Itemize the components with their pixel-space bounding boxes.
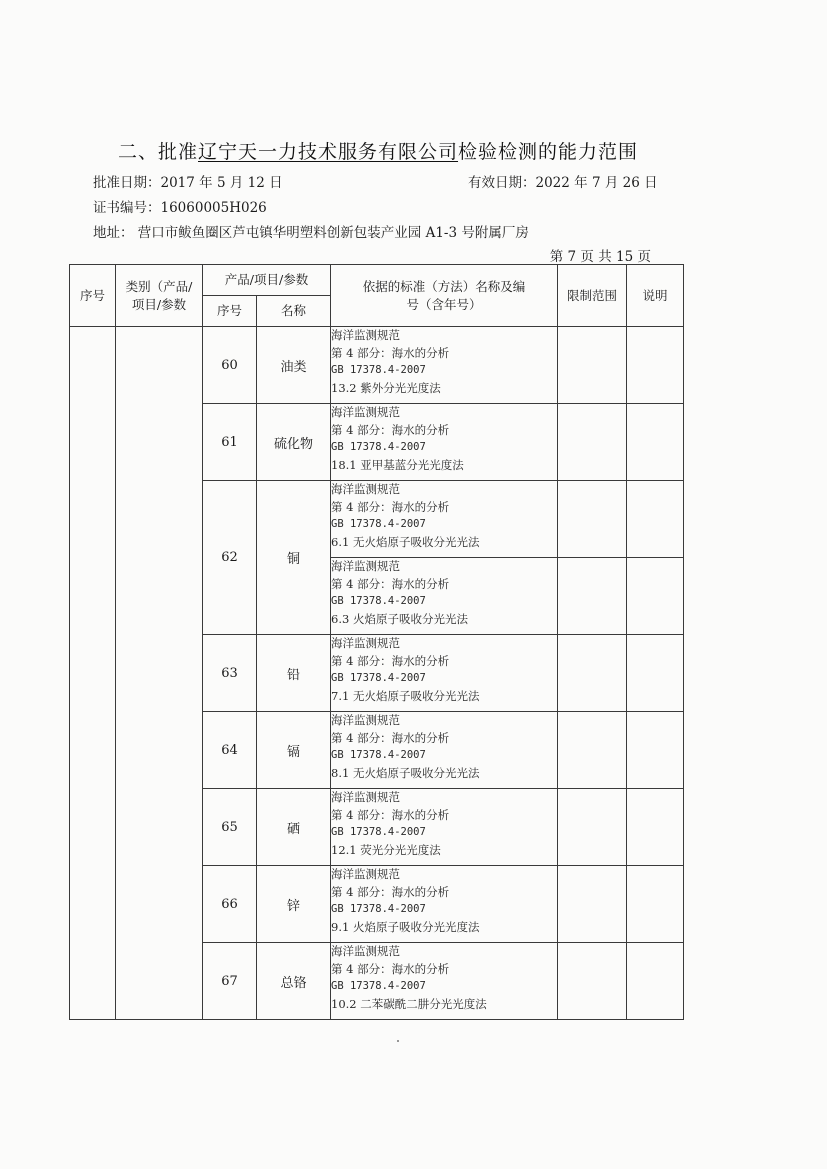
item-name: 油类: [257, 327, 331, 404]
item-name: 铅: [257, 635, 331, 712]
standard-line: 第 4 部分：海水的分析: [331, 807, 450, 822]
page-heading: [118, 137, 638, 164]
header-limit: 限制范围: [558, 265, 627, 327]
valid-date: 有效日期：2022 年 7 月 26 日: [468, 175, 658, 191]
note-cell: [627, 789, 684, 866]
limit-cell: [558, 558, 627, 635]
header-category: 类别（产品/项目/参数: [116, 265, 203, 327]
standard-line: GB 17378.4-2007: [331, 826, 426, 839]
category-cell: [116, 327, 203, 1020]
limit-cell: [558, 943, 627, 1020]
note-cell: [627, 635, 684, 712]
standard-line: 海洋监测规范: [331, 482, 400, 496]
standard-line: GB 17378.4-2007: [331, 903, 426, 916]
note-cell: [627, 404, 684, 481]
certificate-number: 证书编号：16060005H026: [93, 200, 267, 216]
standard-cell: [331, 943, 558, 1020]
standard-line: 第 4 部分：海水的分析: [331, 422, 450, 437]
standard-line: 海洋监测规范: [331, 636, 400, 650]
limit-cell: [558, 327, 627, 404]
header-standard: 依据的标准（方法）名称及编号（含年号）: [331, 265, 558, 327]
item-number: 64: [203, 712, 257, 789]
standard-line: 8.1 无火焰原子吸收分光光法: [331, 765, 480, 780]
address: 地址： 营口市鲅鱼圈区芦屯镇华明塑料创新包装产业园 A1-3 号附属厂房: [93, 225, 529, 241]
capability-table: [69, 264, 684, 1020]
heading-company: 辽宁天一力技术服务有限公司: [198, 141, 459, 163]
standard-line: 海洋监测规范: [331, 713, 400, 727]
item-number: 65: [203, 789, 257, 866]
note-cell: [627, 943, 684, 1020]
item-number: 63: [203, 635, 257, 712]
standard-line: 12.1 荧光分光光度法: [331, 842, 441, 857]
item-number: 66: [203, 866, 257, 943]
limit-cell: [558, 712, 627, 789]
standard-line: 6.3 火焰原子吸收分光光法: [331, 611, 468, 626]
limit-cell: [558, 789, 627, 866]
heading-suffix: 检验检测的能力范围: [458, 141, 639, 163]
limit-cell: [558, 481, 627, 558]
note-cell: [627, 866, 684, 943]
item-name: 铜: [257, 481, 331, 635]
standard-line: 第 4 部分：海水的分析: [331, 884, 450, 899]
standard-line: 海洋监测规范: [331, 790, 400, 804]
standard-line: 第 4 部分：海水的分析: [331, 653, 450, 668]
item-name: 锌: [257, 866, 331, 943]
seq-cell: [70, 327, 116, 1020]
standard-line: 第 4 部分：海水的分析: [331, 730, 450, 745]
standard-line: 海洋监测规范: [331, 944, 400, 958]
standard-line: 第 4 部分：海水的分析: [331, 345, 450, 360]
standard-line: 第 4 部分：海水的分析: [331, 576, 450, 591]
standard-line: 18.1 亚甲基蓝分光光度法: [331, 457, 464, 472]
item-name: 镉: [257, 712, 331, 789]
standard-line: GB 17378.4-2007: [331, 364, 426, 377]
item-number: 62: [203, 481, 257, 635]
limit-cell: [558, 635, 627, 712]
standard-line: 第 4 部分：海水的分析: [331, 499, 450, 514]
standard-line: 海洋监测规范: [331, 405, 400, 419]
item-name: 总铬: [257, 943, 331, 1020]
header-sub-seq: 序号: [203, 296, 257, 327]
item-number: 61: [203, 404, 257, 481]
standard-cell: [331, 866, 558, 943]
heading-prefix: 二、批准: [118, 141, 199, 163]
item-name: 硫化物: [257, 404, 331, 481]
item-number: 60: [203, 327, 257, 404]
standard-line: 10.2 二苯碳酰二肼分光光度法: [331, 996, 487, 1011]
standard-line: 第 4 部分：海水的分析: [331, 961, 450, 976]
approval-date: 批准日期：2017 年 5 月 12 日: [93, 175, 283, 191]
standard-cell: [331, 558, 558, 635]
scan-speck: [397, 1040, 399, 1042]
standard-line: GB 17378.4-2007: [331, 595, 426, 608]
item-name: 硒: [257, 789, 331, 866]
item-number: 67: [203, 943, 257, 1020]
header-product-group: 产品/项目/参数: [203, 265, 331, 296]
standard-cell: [331, 712, 558, 789]
standard-line: 海洋监测规范: [331, 559, 400, 573]
standard-line: 7.1 无火焰原子吸收分光光法: [331, 688, 480, 703]
table-body: [70, 327, 684, 1020]
note-cell: [627, 558, 684, 635]
standard-cell: [331, 635, 558, 712]
header-sub-name: 名称: [257, 296, 331, 327]
standard-line: 海洋监测规范: [331, 867, 400, 881]
standard-line: GB 17378.4-2007: [331, 441, 426, 454]
page-number: 第 7 页 共 15 页: [549, 249, 651, 265]
standard-cell: [331, 789, 558, 866]
standard-cell: [331, 327, 558, 404]
standard-line: 6.1 无火焰原子吸收分光光法: [331, 534, 480, 549]
header-seq: 序号: [70, 265, 116, 327]
note-cell: [627, 327, 684, 404]
standard-line: GB 17378.4-2007: [331, 672, 426, 685]
standard-line: 海洋监测规范: [331, 328, 400, 342]
standard-line: 9.1 火焰原子吸收分光光度法: [331, 919, 480, 934]
limit-cell: [558, 404, 627, 481]
header-note: 说明: [627, 265, 684, 327]
standard-line: GB 17378.4-2007: [331, 518, 426, 531]
limit-cell: [558, 866, 627, 943]
standard-line: GB 17378.4-2007: [331, 980, 426, 993]
note-cell: [627, 712, 684, 789]
standard-line: GB 17378.4-2007: [331, 749, 426, 762]
standard-cell: [331, 404, 558, 481]
standard-line: 13.2 紫外分光光度法: [331, 380, 441, 395]
table-row: [70, 327, 684, 404]
standard-cell: [331, 481, 558, 558]
note-cell: [627, 481, 684, 558]
